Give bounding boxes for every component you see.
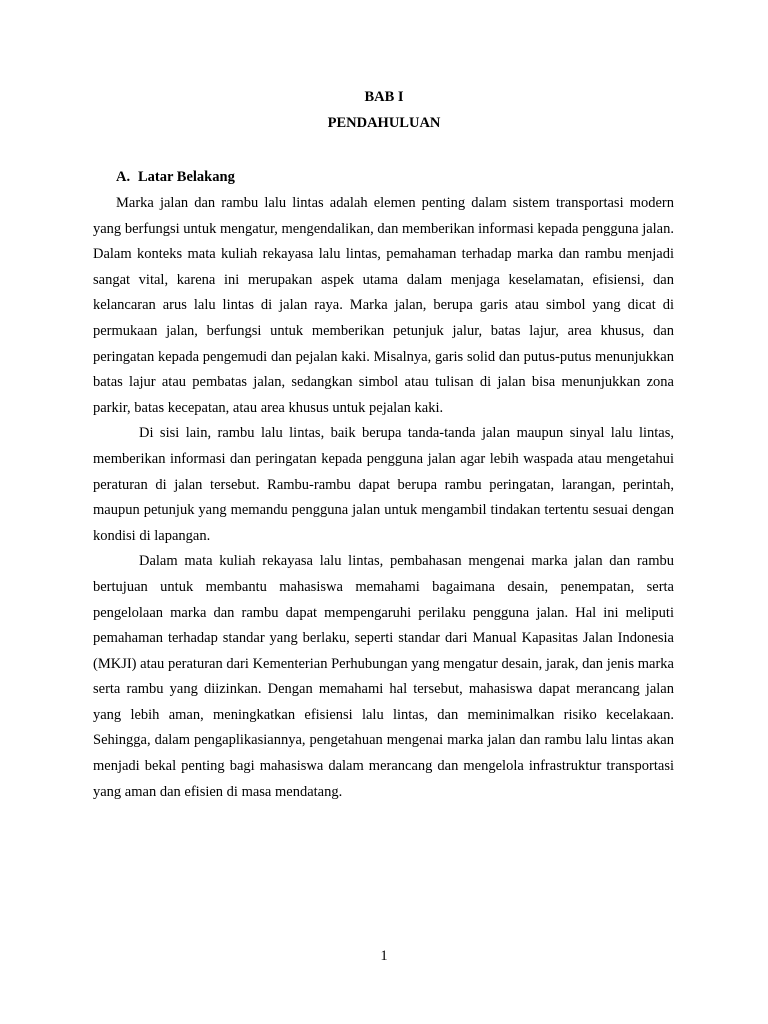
- section-number: A.: [116, 169, 131, 185]
- paragraph: Marka jalan dan rambu lalu lintas adalah elemen penting dalam sistem transportasi modern yang berfungsi untuk mengatur, mengendalikan, dan memberikan informasi kepada pengguna jalan. Dalam konteks mata kuliah rekayasa lalu lintas, pemahaman terhadap marka dan rambu menjadi sangat vital, karena ini merupakan aspek utama dalam menjaga keselamatan, efisiensi, dan kelancaran arus lalu lintas di jalan raya. Marka jalan, berupa garis atau simbol yang dicat di permukaan jalan, berfungsi untuk memberikan petunjuk jalur, batas lajur, area khusus, dan peringatan kepada pengemudi dan pejalan kaki. Misalnya, garis solid dan putus-putus menunjukkan batas lajur atau pembatas jalan, sedangkan simbol atau tulisan di jalan bisa menunjukkan zona parkir, batas kecepatan, atau area khusus untuk pejalan kaki.: [93, 195, 674, 416]
- section-title: Latar Belakang: [138, 169, 235, 185]
- page-number: 1: [380, 948, 388, 964]
- paragraph: Di sisi lain, rambu lalu lintas, baik berupa tanda-tanda jalan maupun sinyal lalu lintas, memberikan informasi dan peringatan kepada pengguna jalan agar lebih waspada atau mengetahui peraturan di jalan tersebut. Rambu-rambu dapat berupa rambu peringatan, larangan, perintah, maupun petunjuk yang memandu pengguna jalan untuk mengambil tindakan tertentu sesuai dengan kondisi di lapangan.: [93, 425, 674, 544]
- chapter-title: PENDAHULUAN: [327, 115, 441, 131]
- section-heading: [116, 168, 235, 186]
- paragraph: Dalam mata kuliah rekayasa lalu lintas, pembahasan mengenai marka jalan dan rambu bertujuan untuk membantu mahasiswa memahami bagaimana desain, penempatan, serta pengelolaan marka dan rambu dapat mempengaruhi perilaku pengguna jalan. Hal ini meliputi pemahaman terhadap standar yang berlaku, seperti standar dari Manual Kapasitas Jalan Indonesia (MKJI) atau peraturan dari Kementerian Perhubungan yang mengatur desain, jarak, dan jenis marka serta rambu yang diizinkan. Dengan memahami hal tersebut, mahasiswa dapat merancang jalan yang lebih aman, meningkatkan efisiensi lalu lintas, dan meminimalkan risiko kecelakaan. Sehingga, dalam pengaplikasiannya, pengetahuan mengenai marka jalan dan rambu lalu lintas akan menjadi bekal penting bagi mahasiswa dalam merancang dan mengelola infrastruktur transportasi yang aman dan efisien di masa mendatang.: [93, 553, 674, 800]
- body-text: [93, 191, 674, 805]
- chapter-number: BAB I: [364, 89, 404, 105]
